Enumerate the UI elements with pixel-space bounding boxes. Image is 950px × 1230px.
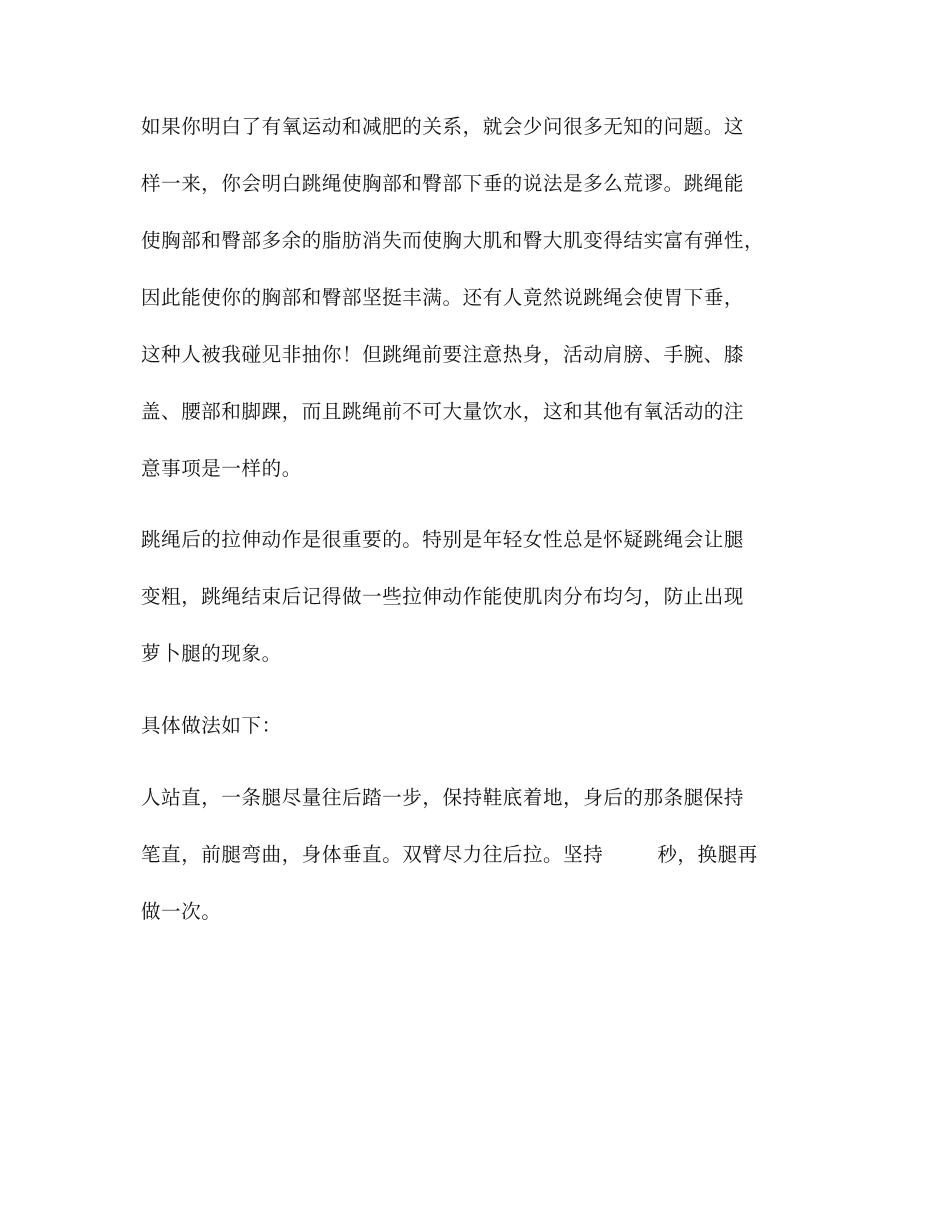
paragraph-1-line-2: 样一来，你会明白跳绳使胸部和臀部下垂的说法是多么荒谬。跳绳能 [141, 172, 745, 195]
paragraph-1-line-5: 这种人被我碰见非抽你！但跳绳前要注意热身，活动肩膀、手腕、膝 [141, 343, 745, 366]
paragraph-4-line-1: 人站直，一条腿尽量往后踏一步，保持鞋底着地，身后的那条腿保持 [141, 786, 745, 809]
paragraph-1-line-6: 盖、腰部和脚踝，而且跳绳前不可大量饮水，这和其他有氧活动的注 [141, 400, 745, 423]
paragraph-3-line-1: 具体做法如下： [141, 714, 282, 737]
paragraph-1-line-1: 如果你明白了有氧运动和减肥的关系，就会少问很多无知的问题。这 [141, 115, 745, 138]
paragraph-1-line-4: 因此能使你的胸部和臀部坚挺丰满。还有人竟然说跳绳会使胃下垂， [141, 286, 745, 309]
paragraph-2-line-3: 萝卜腿的现象。 [141, 642, 282, 665]
paragraph-4-line-2-part-1: 笔直，前腿弯曲，身体垂直。双臂尽力往后拉。坚持 [141, 843, 604, 866]
paragraph-2-line-2: 变粗，跳绳结束后记得做一些拉伸动作能使肌肉分布均匀，防止出现 [141, 585, 745, 608]
paragraph-4-line-2-part-2: 秒，换腿再 [657, 843, 758, 866]
paragraph-1-line-7: 意事项是一样的。 [141, 457, 302, 480]
paragraph-4-line-3: 做一次。 [141, 900, 222, 923]
paragraph-4-line-2 [141, 843, 758, 867]
paragraph-2-line-1: 跳绳后的拉伸动作是很重要的。特别是年轻女性总是怀疑跳绳会让腿 [141, 528, 745, 551]
paragraph-1-line-3: 使胸部和臀部多余的脂肪消失而使胸大肌和臀大肌变得结实富有弹性， [141, 229, 765, 252]
